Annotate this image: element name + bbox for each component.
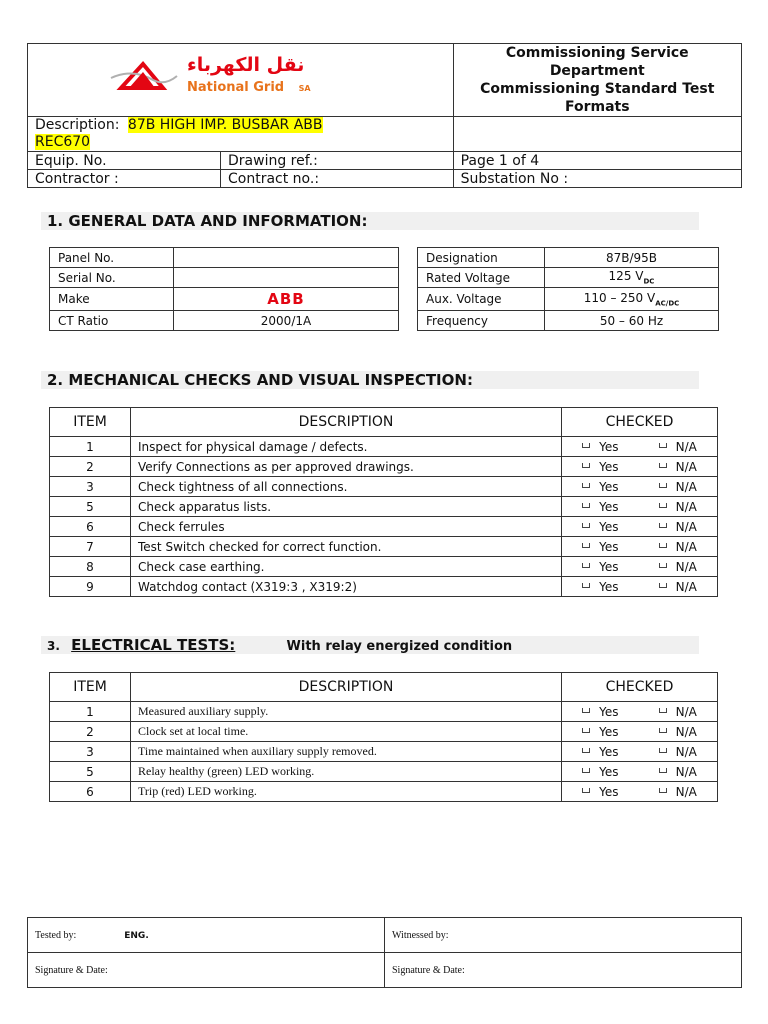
national-grid-logo	[35, 44, 446, 116]
na-option[interactable]	[659, 705, 697, 719]
checked-cell	[562, 497, 718, 517]
yes-option[interactable]	[582, 580, 618, 594]
signature-footer	[27, 917, 742, 988]
na-option[interactable]	[659, 745, 697, 759]
general-label: CT Ratio	[50, 311, 174, 331]
yes-option[interactable]	[582, 560, 618, 574]
item-header: ITEM	[50, 408, 131, 437]
na-label: N/A	[675, 559, 697, 574]
yes-label: Yes	[599, 579, 619, 594]
item-number: 6	[50, 782, 131, 802]
item-number: 8	[50, 557, 131, 577]
yes-option[interactable]	[582, 520, 618, 534]
yes-label: Yes	[599, 744, 619, 759]
na-label: N/A	[675, 579, 697, 594]
section-electrical-heading	[41, 636, 699, 654]
document-header	[27, 43, 742, 188]
checked-cell	[562, 782, 718, 802]
item-description: Verify Connections as per approved drawings.	[131, 457, 562, 477]
na-label: N/A	[675, 519, 697, 534]
na-option[interactable]	[659, 540, 697, 554]
general-value	[545, 288, 719, 311]
drawing-ref-label: Drawing ref.:	[221, 152, 454, 170]
item-number: 6	[50, 517, 131, 537]
page-number: 1	[498, 152, 508, 169]
table-row	[50, 702, 718, 722]
checked-cell	[562, 457, 718, 477]
yes-label: Yes	[599, 784, 619, 799]
general-value: 2000/1A	[174, 311, 399, 331]
yes-option[interactable]	[582, 540, 618, 554]
checked-cell	[562, 557, 718, 577]
description-header: DESCRIPTION	[131, 408, 562, 437]
yes-option[interactable]	[582, 440, 618, 454]
checkbox-icon[interactable]	[582, 748, 590, 753]
checkbox-icon[interactable]	[582, 583, 590, 588]
checkbox-icon[interactable]	[582, 523, 590, 528]
general-data-left-table	[49, 247, 399, 331]
yes-label: Yes	[599, 519, 619, 534]
na-option[interactable]	[659, 765, 697, 779]
electrical-rows	[50, 702, 718, 802]
table-row	[50, 557, 718, 577]
checkbox-icon[interactable]	[582, 543, 590, 548]
item-number: 9	[50, 577, 131, 597]
item-number: 7	[50, 537, 131, 557]
yes-option[interactable]	[582, 500, 618, 514]
checked-header: CHECKED	[562, 408, 718, 437]
checked-cell	[562, 702, 718, 722]
item-description: Trip (red) LED working.	[131, 782, 562, 802]
checked-cell	[562, 537, 718, 557]
table-row	[50, 722, 718, 742]
checkbox-icon[interactable]	[659, 483, 667, 488]
checkbox-icon[interactable]	[659, 583, 667, 588]
table-row	[50, 742, 718, 762]
item-number: 5	[50, 497, 131, 517]
document-title	[453, 44, 741, 117]
checked-cell	[562, 742, 718, 762]
item-description: Check ferrules	[131, 517, 562, 537]
item-description: Check apparatus lists.	[131, 497, 562, 517]
yes-label: Yes	[599, 499, 619, 514]
na-label: N/A	[675, 479, 697, 494]
na-option[interactable]	[659, 785, 697, 799]
yes-label: Yes	[599, 764, 619, 779]
item-description: Measured auxiliary supply.	[131, 702, 562, 722]
table-row	[50, 537, 718, 557]
mechanical-rows	[50, 437, 718, 597]
section-general-heading: 1. GENERAL DATA AND INFORMATION:	[41, 212, 699, 230]
witnessed-by-label: Witnessed by:	[385, 918, 742, 953]
general-label: Frequency	[418, 311, 545, 331]
checkbox-icon[interactable]	[582, 483, 590, 488]
page-total: 4	[530, 152, 540, 169]
contractor-label: Contractor :	[28, 170, 221, 188]
yes-label: Yes	[599, 539, 619, 554]
na-option[interactable]	[659, 460, 697, 474]
checkbox-icon[interactable]	[582, 503, 590, 508]
yes-option[interactable]	[582, 785, 618, 799]
table-row	[50, 437, 718, 457]
description-cell	[28, 117, 454, 152]
checked-cell	[562, 762, 718, 782]
item-description: Time maintained when auxiliary supply removed.	[131, 742, 562, 762]
section-mechanical-heading: 2. MECHANICAL CHECKS AND VISUAL INSPECTION:	[41, 371, 699, 389]
general-value: 87B/95B	[545, 248, 719, 268]
logo-name-text: National Grid	[187, 80, 285, 95]
checkbox-icon[interactable]	[582, 728, 590, 733]
na-label: N/A	[675, 704, 697, 719]
mechanical-checks-table	[49, 407, 718, 597]
na-option[interactable]	[659, 520, 697, 534]
logo-name	[187, 80, 311, 95]
title-line: Commissioning Service	[505, 45, 689, 61]
checkbox-icon[interactable]	[582, 708, 590, 713]
checkbox-icon[interactable]	[582, 768, 590, 773]
logo-sa-text: SA	[298, 84, 311, 93]
electrical-section-number: 3.	[47, 639, 60, 653]
yes-label: Yes	[599, 724, 619, 739]
general-label: Make	[50, 288, 174, 311]
logo-arabic-text: نقل الكهرباء	[187, 54, 305, 76]
yes-option[interactable]	[582, 745, 618, 759]
title-line: Commissioning Standard Test	[480, 81, 715, 97]
na-label: N/A	[675, 784, 697, 799]
tested-by-cell	[28, 918, 385, 953]
make-value	[174, 288, 399, 311]
checkbox-icon[interactable]	[659, 463, 667, 468]
general-value	[174, 268, 399, 288]
title-line: Formats	[564, 99, 630, 115]
checked-cell	[562, 477, 718, 497]
general-label: Rated Voltage	[418, 268, 545, 288]
contract-no-label: Contract no.:	[221, 170, 454, 188]
item-number: 5	[50, 762, 131, 782]
item-number: 2	[50, 722, 131, 742]
checkbox-icon[interactable]	[582, 563, 590, 568]
checkbox-icon[interactable]	[582, 463, 590, 468]
yes-label: Yes	[599, 459, 619, 474]
page-indicator	[453, 152, 741, 170]
item-description: Test Switch checked for correct function.	[131, 537, 562, 557]
checkbox-icon[interactable]	[659, 543, 667, 548]
eng-label: ENG.	[124, 930, 149, 941]
description-blank-cell	[453, 117, 741, 152]
yes-option[interactable]	[582, 705, 618, 719]
page-of: of	[507, 152, 531, 169]
na-option[interactable]	[659, 580, 697, 594]
checkbox-icon[interactable]	[659, 728, 667, 733]
abb-logo: ABB	[267, 290, 305, 308]
general-data-right-table	[417, 247, 719, 331]
na-option[interactable]	[659, 440, 697, 454]
item-description: Check tightness of all connections.	[131, 477, 562, 497]
description-label: Description:	[35, 117, 120, 133]
checkbox-icon[interactable]	[659, 503, 667, 508]
general-label: Panel No.	[50, 248, 174, 268]
general-value: 50 – 60 Hz	[545, 311, 719, 331]
item-number: 3	[50, 477, 131, 497]
checkbox-icon[interactable]	[659, 788, 667, 793]
title-line: Department	[549, 63, 645, 79]
yes-label: Yes	[599, 439, 619, 454]
table-row	[50, 457, 718, 477]
table-row	[50, 782, 718, 802]
item-description: Relay healthy (green) LED working.	[131, 762, 562, 782]
logo-mark-icon	[103, 58, 183, 98]
na-label: N/A	[675, 744, 697, 759]
item-number: 1	[50, 437, 131, 457]
na-label: N/A	[675, 499, 697, 514]
na-option[interactable]	[659, 560, 697, 574]
checkbox-icon[interactable]	[659, 748, 667, 753]
checked-header: CHECKED	[562, 673, 718, 702]
yes-option[interactable]	[582, 765, 618, 779]
yes-option[interactable]	[582, 725, 618, 739]
checkbox-icon[interactable]	[659, 563, 667, 568]
checkbox-icon[interactable]	[659, 708, 667, 713]
general-label: Aux. Voltage	[418, 288, 545, 311]
yes-label: Yes	[599, 704, 619, 719]
item-number: 3	[50, 742, 131, 762]
na-label: N/A	[675, 459, 697, 474]
yes-label: Yes	[599, 559, 619, 574]
signature-date-right: Signature & Date:	[385, 953, 742, 988]
item-number: 1	[50, 702, 131, 722]
page-prefix: Page	[460, 152, 499, 169]
checkbox-icon[interactable]	[582, 788, 590, 793]
equip-no-label: Equip. No.	[28, 152, 221, 170]
table-row	[50, 477, 718, 497]
electrical-section-title: ELECTRICAL TESTS:	[71, 636, 236, 654]
checked-cell	[562, 517, 718, 537]
description-value: 87B HIGH IMP. BUSBAR ABB	[127, 117, 323, 133]
checked-cell	[562, 722, 718, 742]
table-row	[50, 762, 718, 782]
item-description: Clock set at local time.	[131, 722, 562, 742]
na-label: N/A	[675, 539, 697, 554]
checked-cell	[562, 437, 718, 457]
na-label: N/A	[675, 724, 697, 739]
yes-option[interactable]	[582, 460, 618, 474]
na-option[interactable]	[659, 725, 697, 739]
na-label: N/A	[675, 439, 697, 454]
electrical-section-subtitle: With relay energized condition	[286, 639, 513, 654]
table-row	[50, 577, 718, 597]
yes-label: Yes	[599, 479, 619, 494]
general-label: Designation	[418, 248, 545, 268]
general-value	[174, 248, 399, 268]
na-option[interactable]	[659, 500, 697, 514]
item-description: Watchdog contact (X319:3 , X319:2)	[131, 577, 562, 597]
rated-voltage-unit: DC	[643, 277, 655, 286]
aux-voltage-unit: AC/DC	[655, 299, 680, 308]
item-number: 2	[50, 457, 131, 477]
aux-voltage-value: 110 – 250 V	[583, 290, 656, 305]
checkbox-icon[interactable]	[582, 443, 590, 448]
general-value	[545, 268, 719, 288]
logo-cell	[28, 44, 454, 117]
item-header: ITEM	[50, 673, 131, 702]
electrical-tests-table	[49, 672, 718, 802]
checkbox-icon[interactable]	[659, 523, 667, 528]
item-description: Check case earthing.	[131, 557, 562, 577]
checked-cell	[562, 577, 718, 597]
table-row	[50, 497, 718, 517]
description-value-line-2: REC670	[35, 134, 91, 150]
tested-by-label: Tested by:	[35, 929, 77, 941]
checkbox-icon[interactable]	[659, 768, 667, 773]
table-row	[50, 517, 718, 537]
yes-option[interactable]	[582, 480, 618, 494]
signature-date-left: Signature & Date:	[28, 953, 385, 988]
na-label: N/A	[675, 764, 697, 779]
checkbox-icon[interactable]	[659, 443, 667, 448]
item-description: Inspect for physical damage / defects.	[131, 437, 562, 457]
rated-voltage-value: 125 V	[608, 269, 644, 284]
description-header: DESCRIPTION	[131, 673, 562, 702]
substation-no-label: Substation No :	[453, 170, 741, 188]
na-option[interactable]	[659, 480, 697, 494]
general-label: Serial No.	[50, 268, 174, 288]
